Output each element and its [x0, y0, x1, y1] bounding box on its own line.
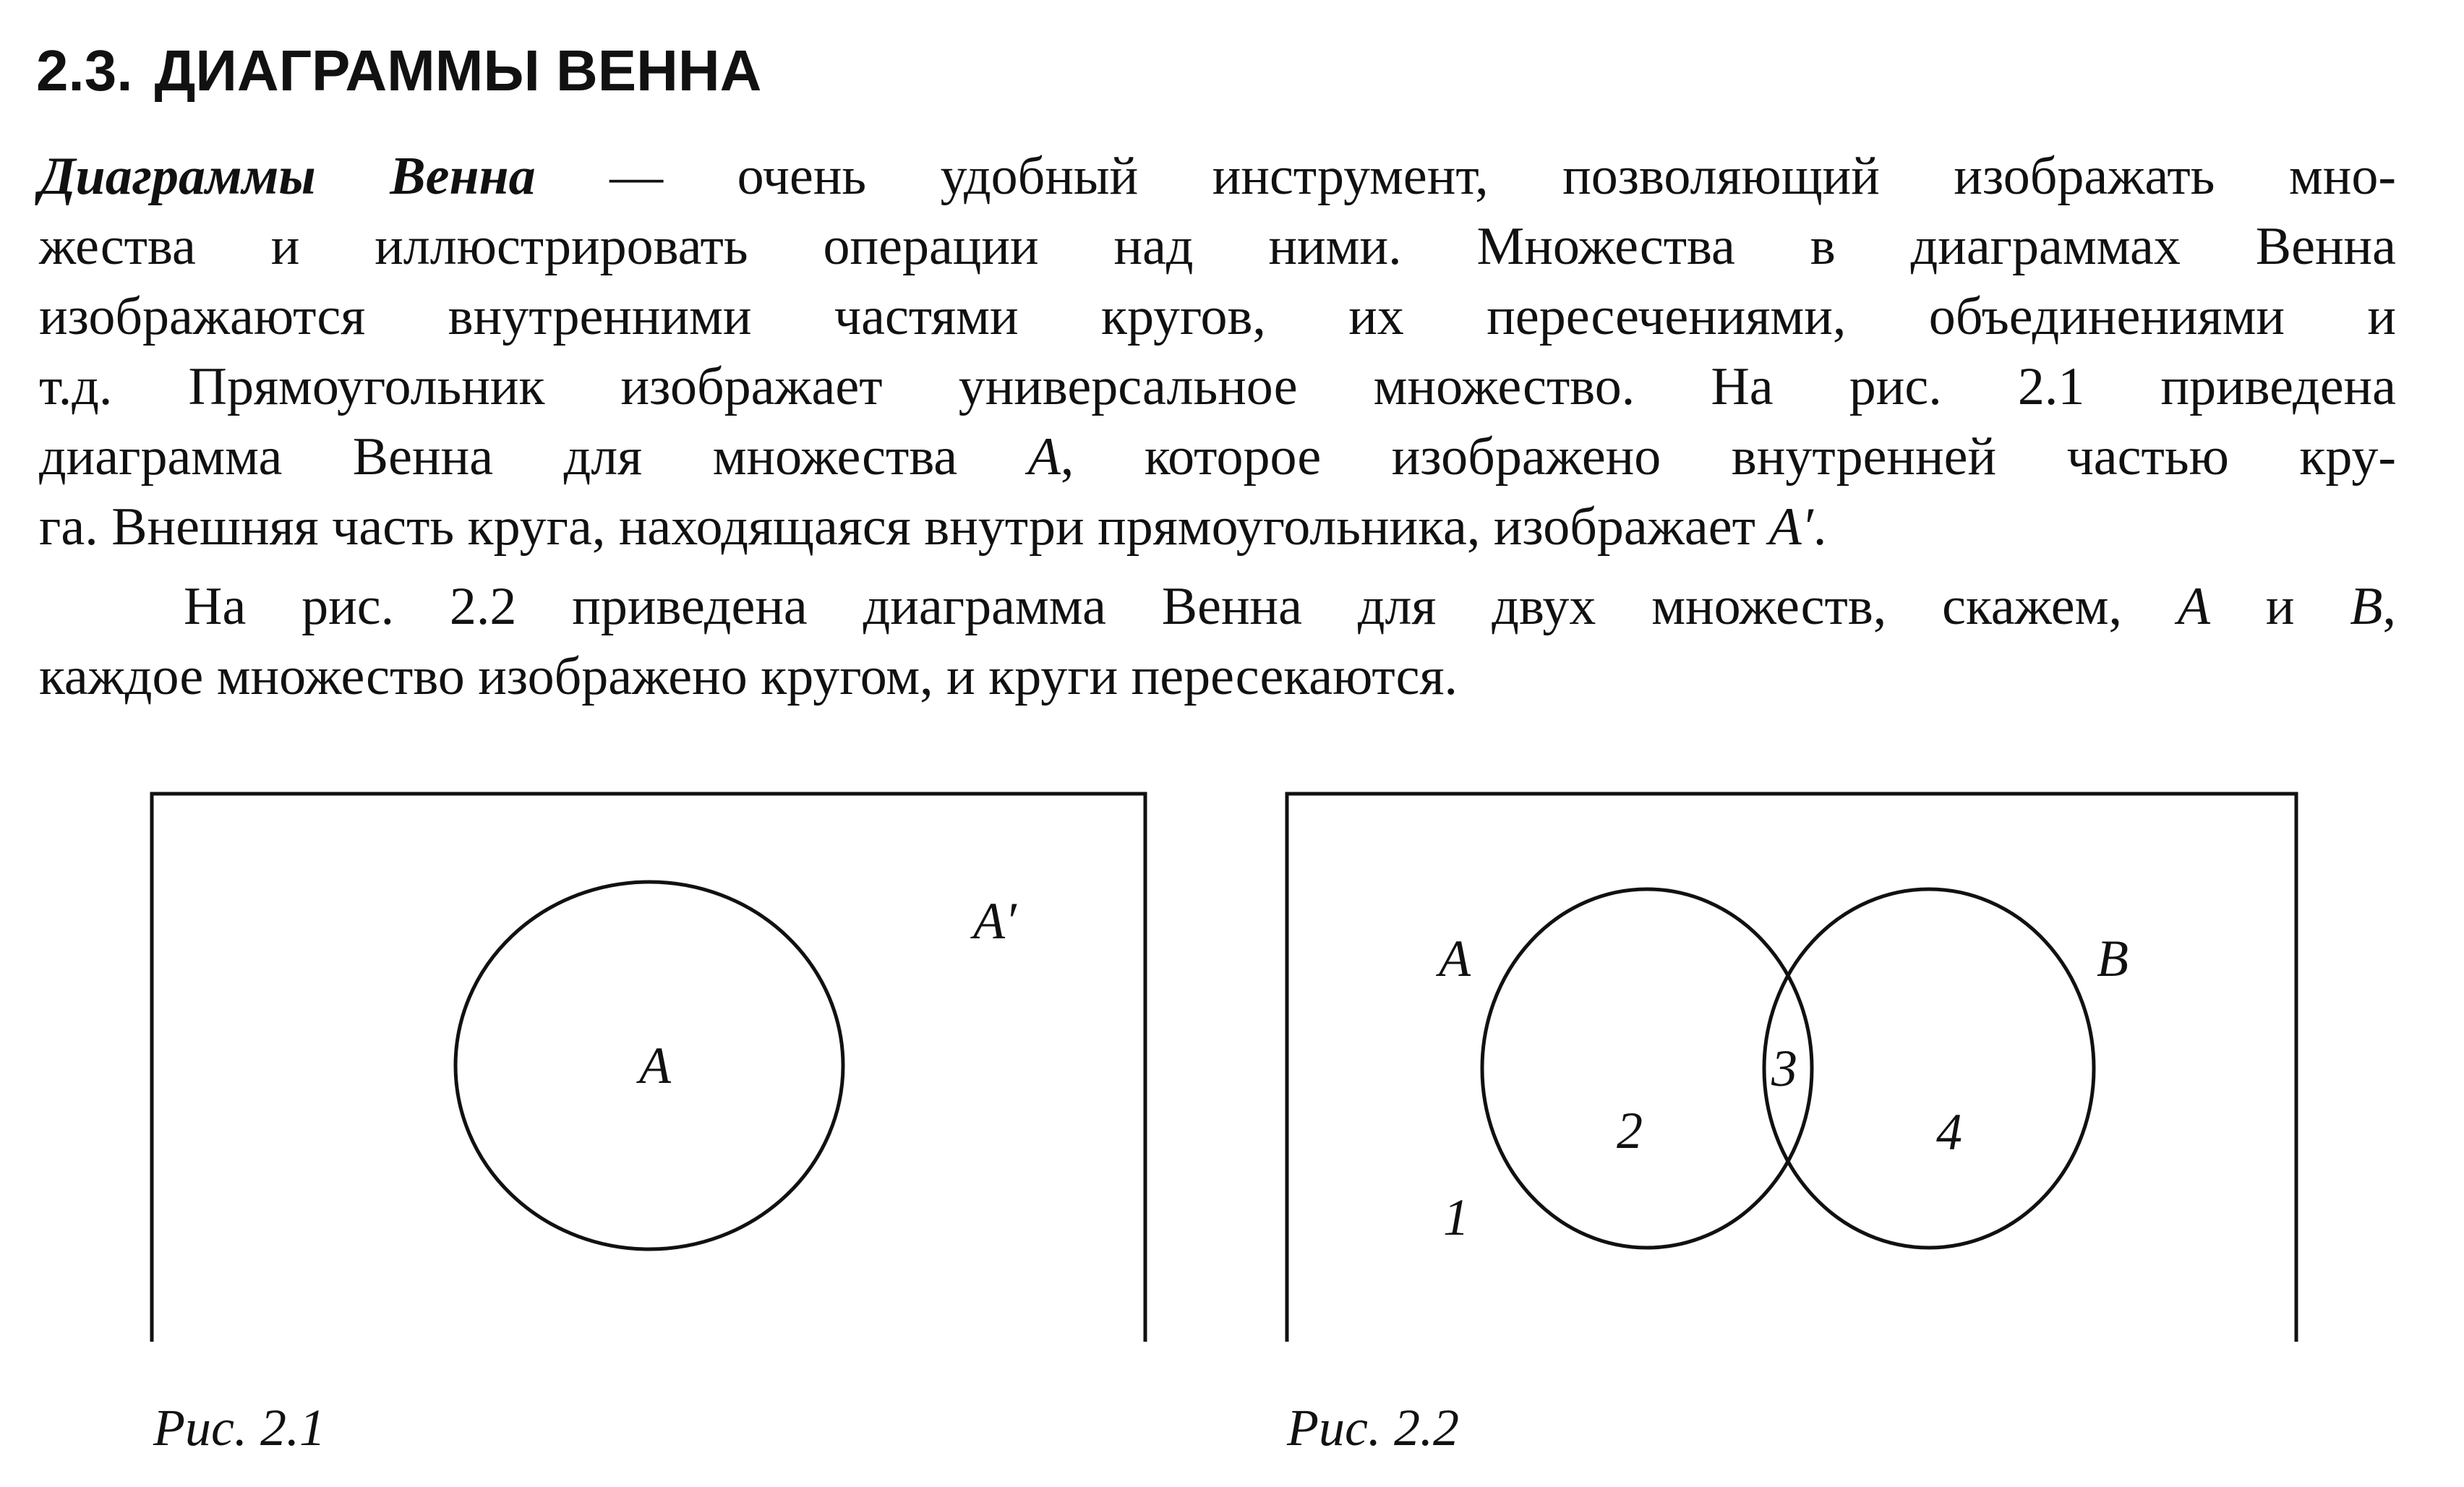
region-2-label: 2: [1617, 1102, 1643, 1160]
figure-2-1: [152, 794, 1145, 1342]
text-line: жества и иллюстрировать операции над ними. Множества в диаграммах Венна: [39, 217, 2396, 276]
text-line: диаграмма Венна для множества A, которое изображено внутренней частью кру-: [39, 427, 2397, 487]
text-line: каждое множество изображено кругом, и круги пересекаются.: [39, 647, 1458, 706]
text-line: изображаются внутренними частями кругов, их пересечениями, объединениями и: [39, 287, 2396, 346]
region-1-label: 1: [1443, 1188, 1469, 1246]
section-title: ДИАГРАММЫ ВЕННА: [154, 38, 762, 103]
math-var-a: A: [2177, 577, 2210, 636]
section-number: 2.3.: [36, 38, 133, 103]
figure-2-1-caption: Рис. 2.1: [153, 1399, 325, 1457]
text-line: т.д. Прямоугольник изображает универсальное множество. На рис. 2.1 приведена: [39, 357, 2396, 416]
text-line: Диаграммы Венна — очень удобный инструмент, позволяющий изображать мно-: [39, 147, 2397, 206]
text-line: га. Внешняя часть круга, находящаяся внутри прямоугольника, изображает A′.: [39, 497, 1827, 557]
set-b-label: B: [2097, 930, 2129, 987]
figure-2-2: [1287, 794, 2296, 1342]
term-venn-diagrams: Диаграммы Венна: [39, 147, 536, 206]
math-var-a: A: [1027, 427, 1061, 487]
figure-2-2-caption: Рис. 2.2: [1287, 1399, 1459, 1457]
set-a-label: A: [639, 1037, 671, 1094]
text-line: На рис. 2.2 приведена диаграмма Венна для двух множеств, скажем, A и B,: [184, 577, 2396, 636]
region-4-label: 4: [1936, 1103, 1962, 1161]
region-3-label: 3: [1771, 1040, 1797, 1097]
set-a-label: A: [1439, 930, 1471, 987]
math-var-b: B: [2350, 577, 2383, 636]
math-var-a-prime: A′: [1768, 497, 1813, 557]
complement-a-label: A′: [973, 892, 1017, 950]
